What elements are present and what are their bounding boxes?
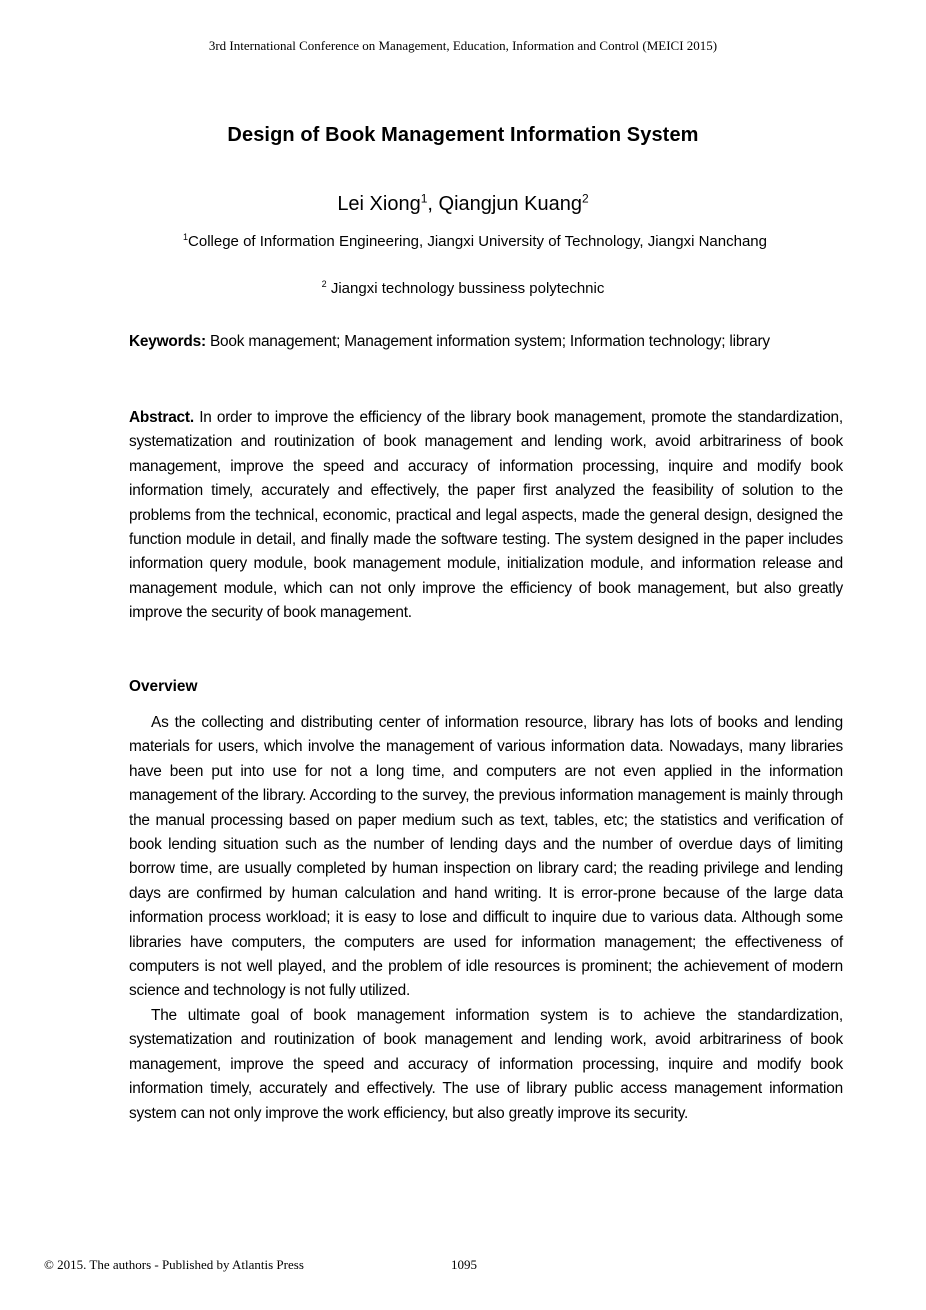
abstract-text: In order to improve the efficiency of the library book management, promote the standardization, systematization and routinization of book management and lending work, avoid arbitrariness of book management, improve the speed and accuracy of information processing, inquire and modify book information timely, accurately and effectively, the paper first analyzed the feasibility of solution to the problems from the technical, economic, practical and legal aspects, made the general design, designed the function module in detail, and finally made the software testing. The system designed in the paper includes information query module, book management module, initialization module, and information release and management module, which can not only improve the efficiency of book management, but also greatly improve the security of book management. — [129, 409, 843, 622]
author-name: Qiangjun Kuang — [438, 193, 582, 215]
abstract — [129, 406, 843, 626]
affiliation — [0, 280, 926, 297]
keywords — [129, 330, 843, 354]
affiliation-mark: 2 — [581, 191, 589, 206]
affiliation-mark: 2 — [321, 279, 327, 289]
paper-title: Design of Book Management Information System — [227, 124, 699, 146]
affiliation-mark: 1 — [183, 232, 189, 242]
author-name: Lei Xiong — [337, 193, 421, 215]
affiliation-text: College of Information Engineering, Jiangxi University of Technology, Jiangxi Nanchang — [188, 233, 767, 250]
keywords-text: Book management; Management information system; Information technology; library — [205, 333, 770, 350]
keywords-label: Keywords: — [129, 333, 206, 350]
affiliation — [12, 233, 926, 250]
paragraph: As the collecting and distributing center of information resource, library has lots of books and lending materials for users, which involve the management of various information data. Nowadays, many libraries have been put into use for not a long time, and computers are not even applied in the information management of the library. According to the survey, the previous information management is mainly through the manual processing based on paper medium such as text, tables, etc; the statistics and verification of book lending situation such as the number of lending days and the number of overdue days of limiting borrow time, are usually completed by human inspection on library card; the reading privilege and lending days are confirmed by human calculation and hand writing. It is error-prone because of the large data information process workload; it is easy to lose and difficult to inquire due to various data. Although some libraries have computers, the computers are used for information management; the effectiveness of computers is not well played, and the problem of idle resources is prominent; the achievement of modern science and technology is not fully utilized. — [129, 714, 843, 1000]
copyright-footer: © 2015. The authors - Published by Atlantis Press — [44, 1257, 304, 1272]
page-number: 1095 — [451, 1257, 477, 1272]
paragraph: The ultimate goal of book management information system is to achieve the standardization, systematization and routinization of book management and lending work, avoid arbitrariness of book management, improve the speed and accuracy of information processing, inquire and modify book information timely, accurately and effectively. The use of library public access management information system can not only improve the work efficiency, but also greatly improve its security. — [129, 1006, 843, 1122]
section-heading: Overview — [129, 678, 198, 695]
affiliation-text: Jiangxi technology bussiness polytechnic — [326, 280, 605, 297]
author-separator: , — [427, 193, 439, 215]
abstract-label: Abstract. — [129, 409, 194, 426]
author-list — [0, 193, 926, 216]
affiliation-mark: 1 — [420, 191, 428, 206]
section-body — [129, 711, 843, 1126]
conference-header: 3rd International Conference on Management, Education, Information and Control (MEICI 2015) — [208, 38, 718, 53]
